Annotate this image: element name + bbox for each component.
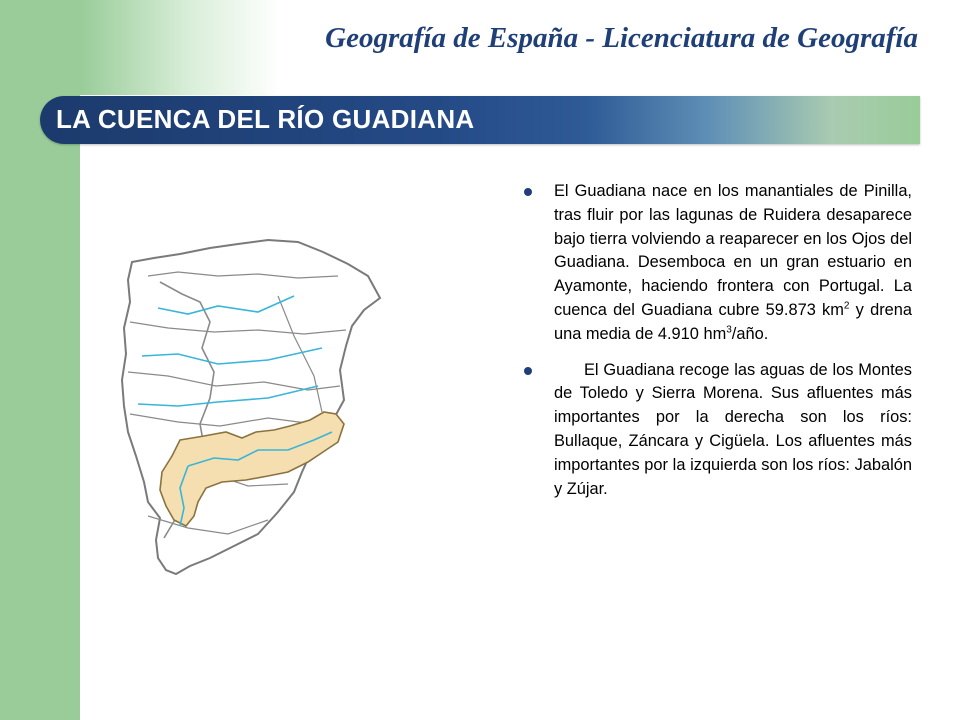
slide-title-bar bbox=[40, 96, 920, 144]
course-header-title: Geografía de España - Licenciatura de Geografía bbox=[325, 22, 918, 54]
iberian-basin-map bbox=[118, 236, 463, 584]
bullet-icon bbox=[524, 367, 532, 375]
bullet-text: El Guadiana recoge las aguas de los Montes de Toledo y Sierra Morena. Sus afluentes más importantes por la derecha son los ríos: Bullaque, Záncara y Cigüela. Los afluentes más importantes por la izquierda son los ríos: Jabalón y Zújar. bbox=[554, 360, 912, 498]
list-item bbox=[520, 359, 912, 502]
content-list bbox=[520, 180, 912, 513]
list-item bbox=[520, 180, 912, 347]
bullet-text: El Guadiana nace en los manantiales de Pinilla, tras fluir por las lagunas de Ruidera desaparece bajo tierra volviendo a reaparecer en los Ojos del Guadiana. Desemboca en un gran estuario en Ayamonte, haciendo frontera con Portugal. La cuenca del Guadiana cubre 59.873 $km^2$ y drena una media de 4.910 $hm^3$/año. bbox=[554, 182, 913, 343]
peninsula-outline bbox=[122, 240, 380, 574]
bullet-icon bbox=[524, 188, 532, 196]
top-decorative-gradient bbox=[80, 0, 280, 95]
slide-title: LA CUENCA DEL RÍO GUADIANA bbox=[56, 104, 475, 134]
